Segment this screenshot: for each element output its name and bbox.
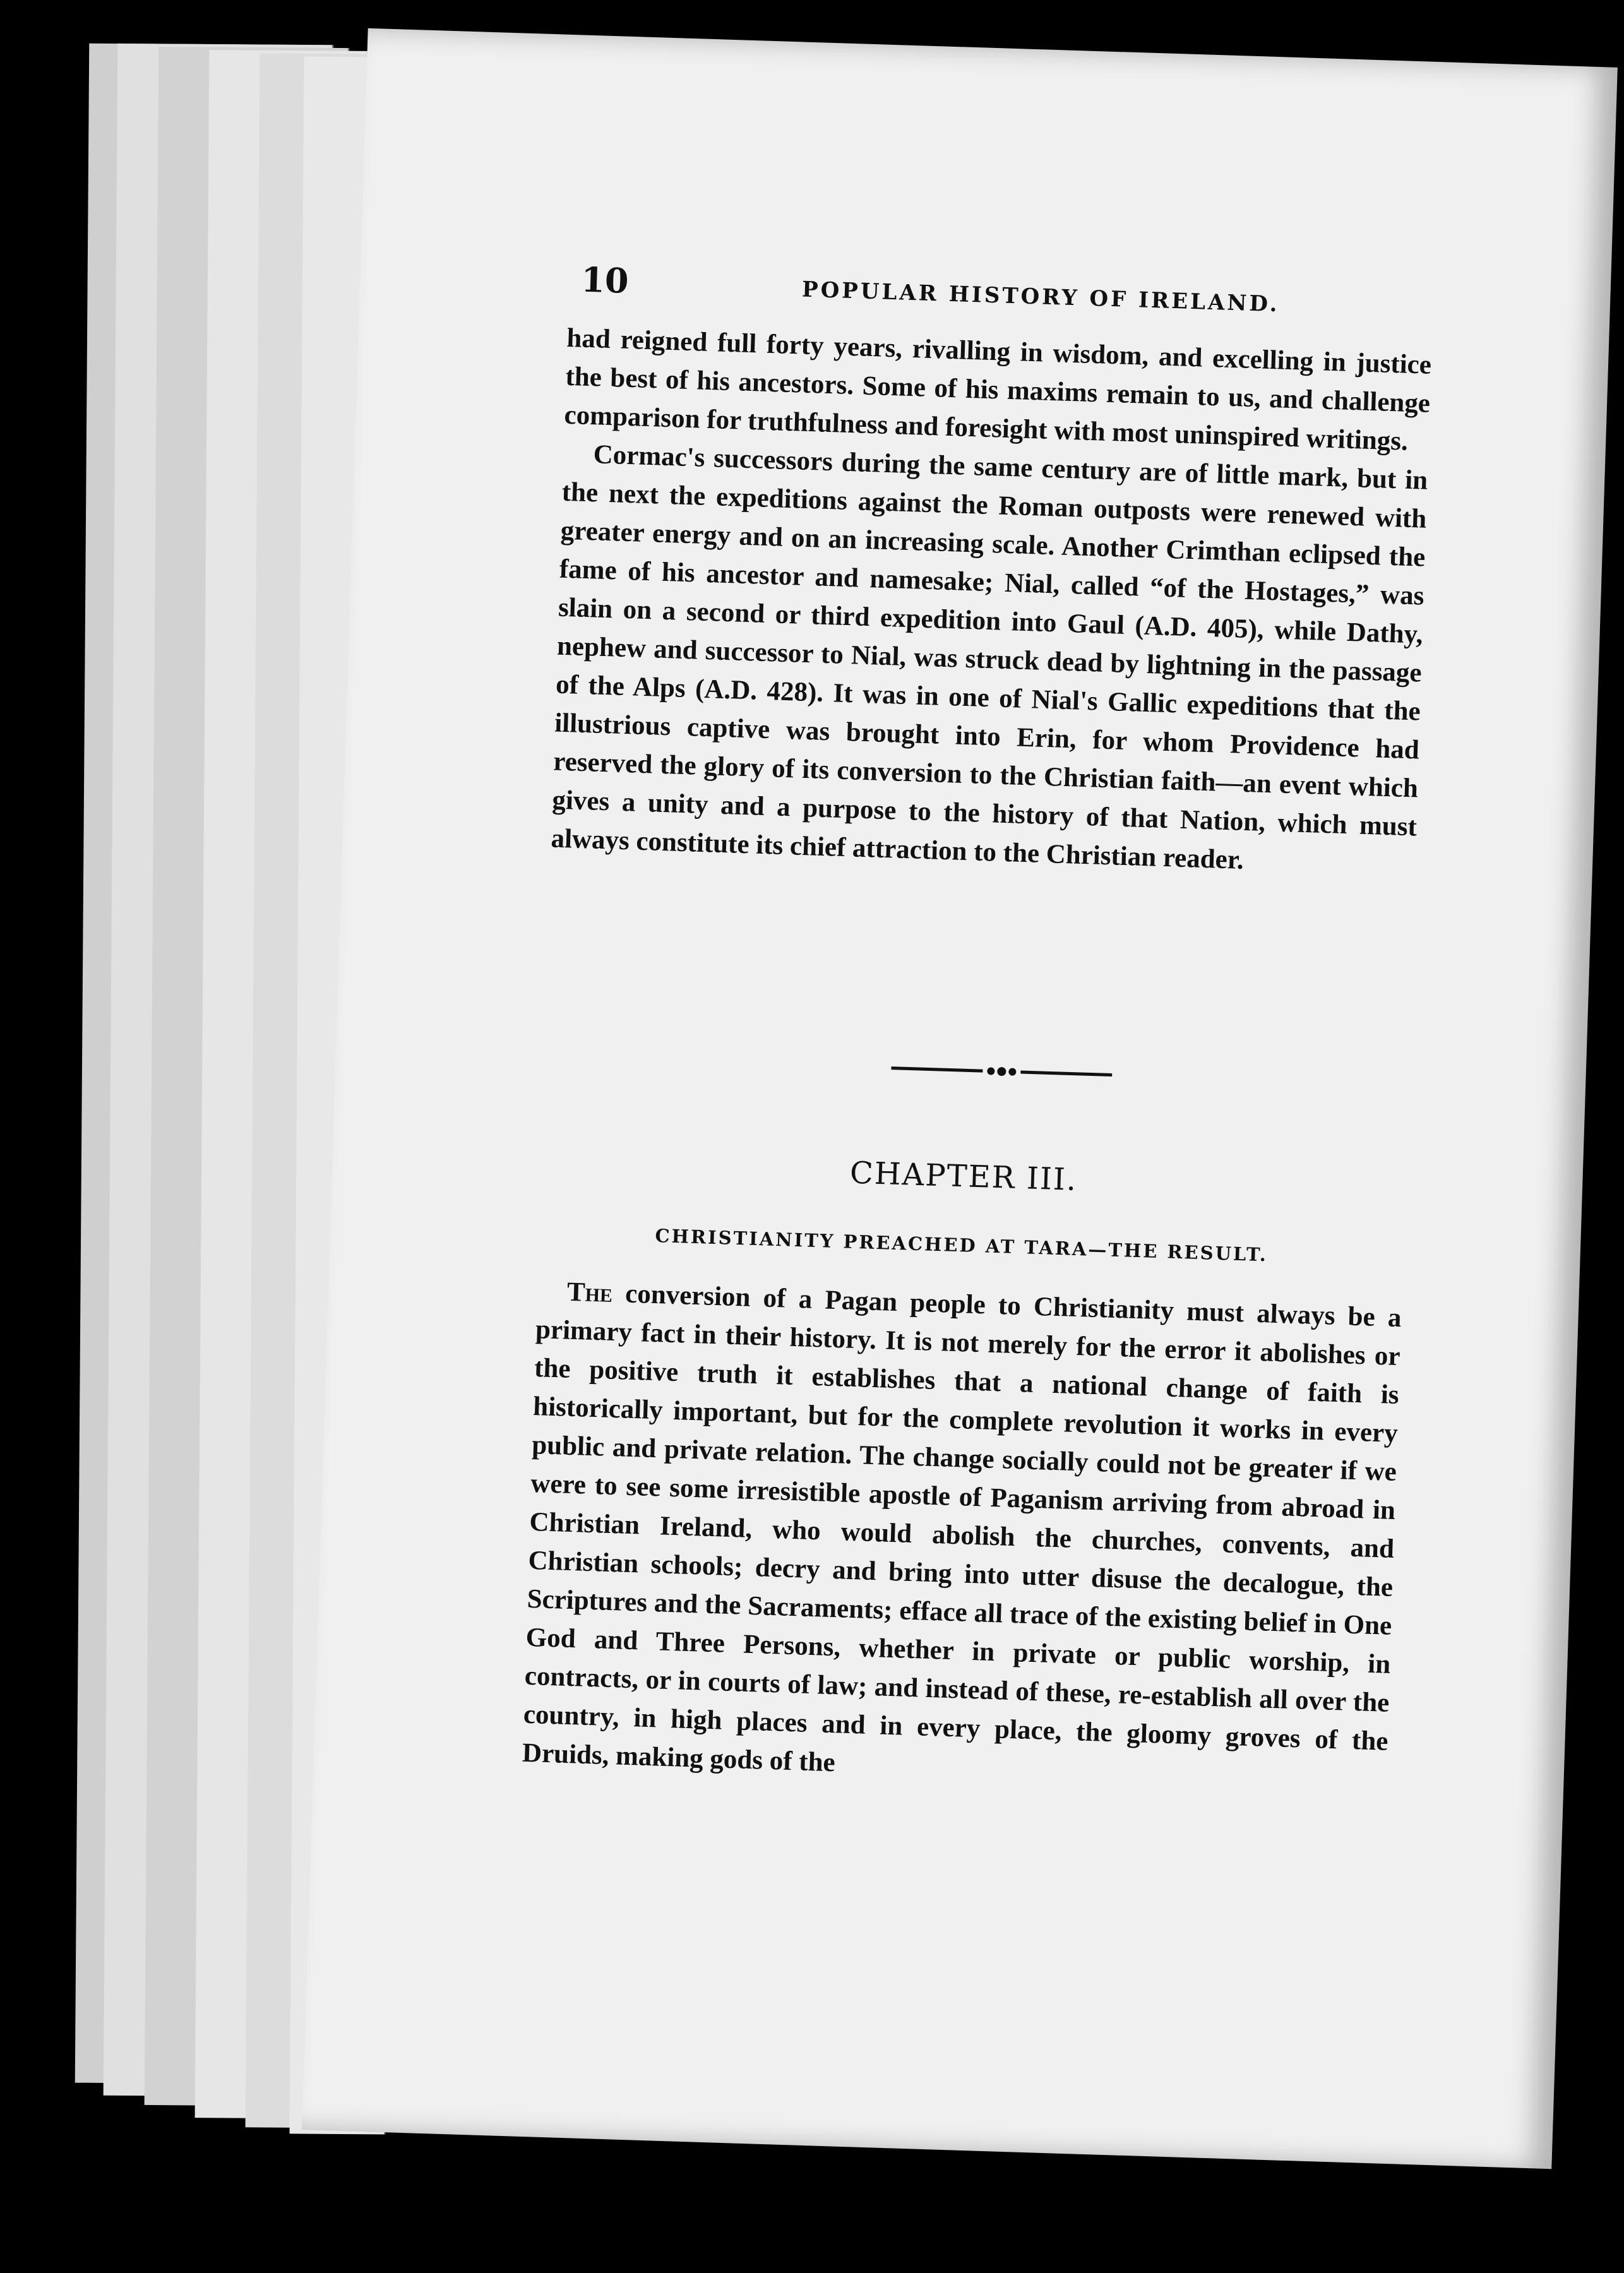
paragraph: Cormac's successors during the same century are of little mark, but in the next the expeditions against the Roman outposts were renewed with greater energy and on an increasing scale. Another Crimthan eclipsed the fame of his ancestor and namesake; Nial, called “of the Hostages,” was slain on a second or third expedition into Gaul (A.D. 405), while Dathy, nephew and successor to Nial, was struck dead by lightning in the passage of the Alps (A.D. 428). It was in one of Nial's Gallic expeditions that the illustrious captive was brought into Erin, for whom Providence had reserved the glory of its conversion to the Christian faith—an event which gives a unity and a purpose to the history of that Nation, which must always constitute its chief attraction to the Christian reader. — [550, 439, 1428, 875]
running-head: POPULAR HISTORY OF IRELAND. — [801, 277, 1281, 318]
book-page — [302, 28, 1618, 2169]
chapter-text — [522, 1272, 1402, 1799]
paragraph — [522, 1272, 1402, 1799]
section-1-text — [551, 319, 1432, 885]
chapter-subtitle: CHRISTIANITY PREACHED AT TARA—THE RESULT. — [655, 1224, 1269, 1266]
paragraph-body: conversion of a Pagan people to Christianity must always be a primary fact in their history. It is not merely for the error it abolishes or the positive truth it establishes that a national change of faith is historically important, but for the complete revolution it works in every public and private relation. The change socially could not be greater if we were to see some irresistible apostle of Paganism arriving from abroad in Christian Ireland, who would abolish the churches, convents, and Christian schools; decry and bring into utter disuse the decalogue, the Scriptures and the Sacraments; efface all trace of the existing belief in One God and Three Persons, whether in private or public worship, in contracts, or in courts of law; and instead of these, re-establish all over the country, in high places and in every place, the gloomy groves of the Druids, making gods of the — [522, 1279, 1402, 1778]
page-number: 10 — [580, 259, 630, 301]
paragraph: had reigned full forty years, rivalling in wisdom, and excelling in justice the best of his ancestors. Some of his maxims remain to us, and challenge comparison for truthfulness and foresight with most uninspired writings. — [563, 323, 1432, 456]
ornament-divider — [891, 1062, 1112, 1082]
opening-word: The — [566, 1277, 613, 1308]
chapter-title: CHAPTER III. — [849, 1155, 1078, 1198]
